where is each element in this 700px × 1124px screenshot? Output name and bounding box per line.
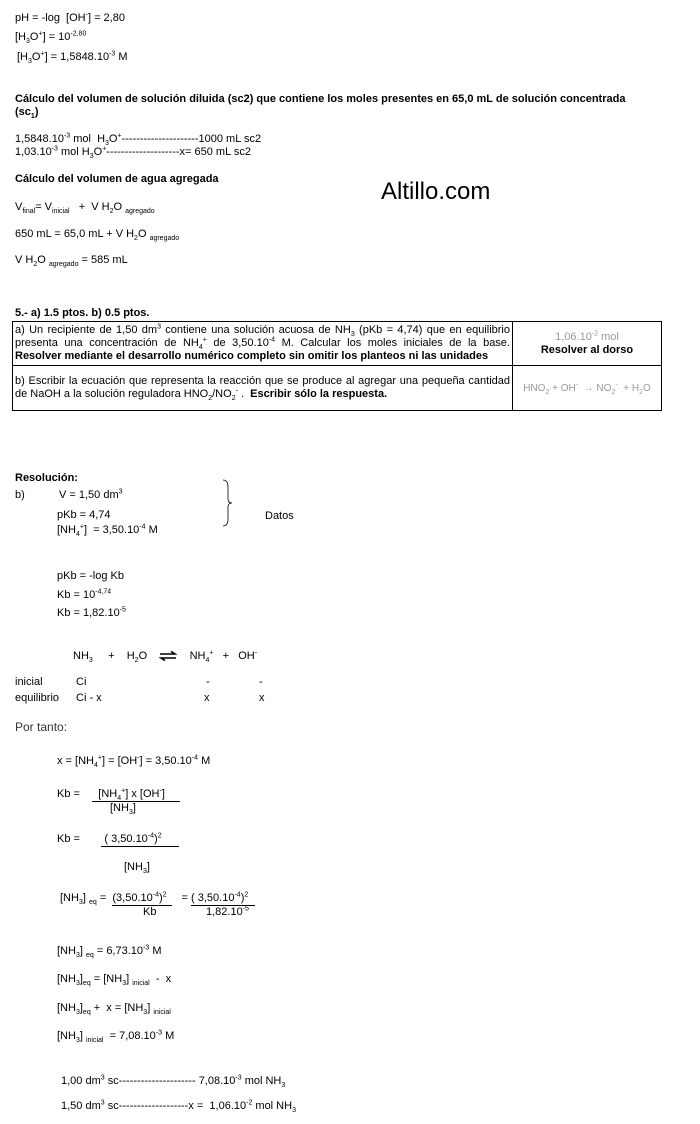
ph-equation: pH = -log [OH-] = 2,80 — [15, 11, 125, 24]
water-eq-1: $V_{final}= V_{inicial} + V$ $H_2O$ $_{agregado}$ — [15, 201, 155, 216]
q5-table — [12, 321, 662, 411]
por-tanto: Por tanto: — [15, 720, 68, 734]
reaction-equation: $NH_3$ + $H_2O$ $NH_4^+ + OH^-$ — [73, 649, 258, 665]
q5-a-answer-cell — [513, 322, 662, 366]
q5-b-answer: $HNO_2 + OH^- \to NO_2^- + H_2O$ — [513, 366, 662, 411]
kb-expression-2-den: $[NH_3]$ — [124, 861, 150, 876]
dilution-heading: Cálculo del volumen de solución diluida (sc2) que contiene los moles presentes en 65,0 mL de solución concentrada — [15, 93, 626, 105]
row-equilibrio-label: equilibrio — [15, 692, 60, 704]
data-label: Datos — [265, 510, 294, 522]
nh3-eq-relation: $[NH_3]_{eq} = [NH_3]$ $_{inicial}$ - x — [57, 973, 172, 988]
kb-expression: Kb = $[NH_4^+]$ x [OH-] — [57, 788, 180, 802]
kb-value: $Kb = 1,82.10^{-5}$ — [57, 606, 126, 619]
kb-expression-den: $[NH_3]$ — [110, 802, 136, 817]
row-inicial-label: inicial — [15, 676, 43, 688]
nh3-eq-den-2: $1,82.10^{-5}$ — [206, 905, 249, 918]
q5-a-note: Resolver al dorso — [540, 343, 634, 356]
proportion-2: 1,50 $dm^3$ $sc-------------------x = 1,06.10^{-2}$ mol $NH_3$ — [61, 1099, 296, 1115]
row-equilibrio-nh4: x — [204, 692, 210, 704]
dilution-row-2: $1,03.10^{-3}$ mol $H_3O^+--------------------x= 650$ mL sc2 — [15, 145, 251, 161]
q5-title: 5.- a) 1.5 ptos. b) 0.5 ptos. — [15, 307, 150, 319]
dilution-row-1: $1,5848.10^{-3}$ mol $H_3O^+---------------------1000$ mL sc2 — [15, 132, 262, 148]
q5-a-answer: $1,06.10^{-2}$ mol — [555, 329, 619, 343]
kb-power: $Kb = 10^{-4,74}$ — [57, 588, 112, 601]
dilution-heading-cont: $(sc_1)$ — [15, 106, 39, 121]
h3o-value: $[H_3O^+] = 1,5848.10^{-3}$ M — [17, 50, 128, 66]
nh3-eq-expression: $[NH_3] _{eq} = (3,50.10^{-4})^2$ = ( $3,50.10^{-4})^2$ — [60, 892, 255, 906]
row-inicial-oh: - — [259, 676, 263, 688]
resolution-part: b) — [15, 489, 25, 501]
data-nh4: $[NH_4^+] = 3,50.10^{-4}$ M — [57, 523, 158, 539]
nh3-initial: $[NH_3] _{inicial} = 7,08.10^{-3}$ M — [57, 1029, 175, 1045]
row-inicial-ci: Ci — [76, 676, 87, 688]
water-eq-2: 650 mL = 65,0 mL + V $H_2O$ $_{agregado}$ — [15, 228, 180, 243]
equilibrium-arrow-icon — [159, 651, 177, 661]
brace-icon — [222, 479, 232, 527]
h3o-power: $[H_3O^+] = 10^{-2,80}$ — [15, 30, 87, 46]
nh3-eq-relation-2: $[NH_3]_{eq} + x = [NH_3]$ $_{inicial}$ — [57, 1002, 171, 1017]
water-eq-3: V $H_2O$ $_{agregado}$ = 585 mL — [15, 254, 128, 269]
row-inicial-nh4: - — [206, 676, 210, 688]
q5-b-cell: b) Escribir la ecuación que representa la reacción que se produce al agregar una pequeña cantidad de NaOH a la solución reguladora $HNO_2/NO_2^-$ . Escribir sólo la respuesta. — [13, 366, 513, 411]
q5-b-bold: Escribir sólo la respuesta. — [250, 388, 388, 400]
q5-a-bold: Resolver mediante el desarrollo numérico completo sin omitir los planteos ni las unidades — [15, 350, 489, 362]
data-pkb: pKb = 4,74 — [57, 509, 111, 521]
row-equilibrio-oh: x — [259, 692, 265, 704]
nh3-eq-value: $[NH_3] _{eq} = 6,73.10^{-3}$ M — [57, 944, 162, 960]
watermark: Altillo.com — [381, 178, 491, 205]
kb-expression-2: Kb = ( $3,50.10^{-4})^2$ — [57, 833, 179, 847]
q5-a-cell: a) Un recipiente de 1,50 $dm^3$ contiene una solución acuosa de $NH_3$ (pKb = 4,74) que en equilibrio presenta una concentración de $NH_4^+$ de $3,50.10^{-4}$ M. Calcular los moles iniciales de la base. Resolver mediante el desarrollo numérico completo sin omitir los planteos ni las unidades — [13, 322, 513, 366]
data-volume: V = 1,50 $dm^3$ — [59, 488, 123, 501]
water-heading: Cálculo del volumen de agua agregada — [15, 173, 219, 185]
row-equilibrio-ci: Ci - x — [76, 692, 102, 704]
nh3-eq-den-1: Kb — [143, 906, 157, 918]
proportion-1: 1,00 $dm^3$ sc--------------------- $7,08.10^{-3}$ mol $NH_3$ — [61, 1074, 286, 1090]
resolution-heading: Resolución: — [15, 472, 78, 484]
pkb-definition: pKb = -log Kb — [57, 570, 124, 582]
x-equation: $x = [NH_4^+] = [OH^-] = 3,50.10^{-4}$ M — [57, 754, 211, 770]
